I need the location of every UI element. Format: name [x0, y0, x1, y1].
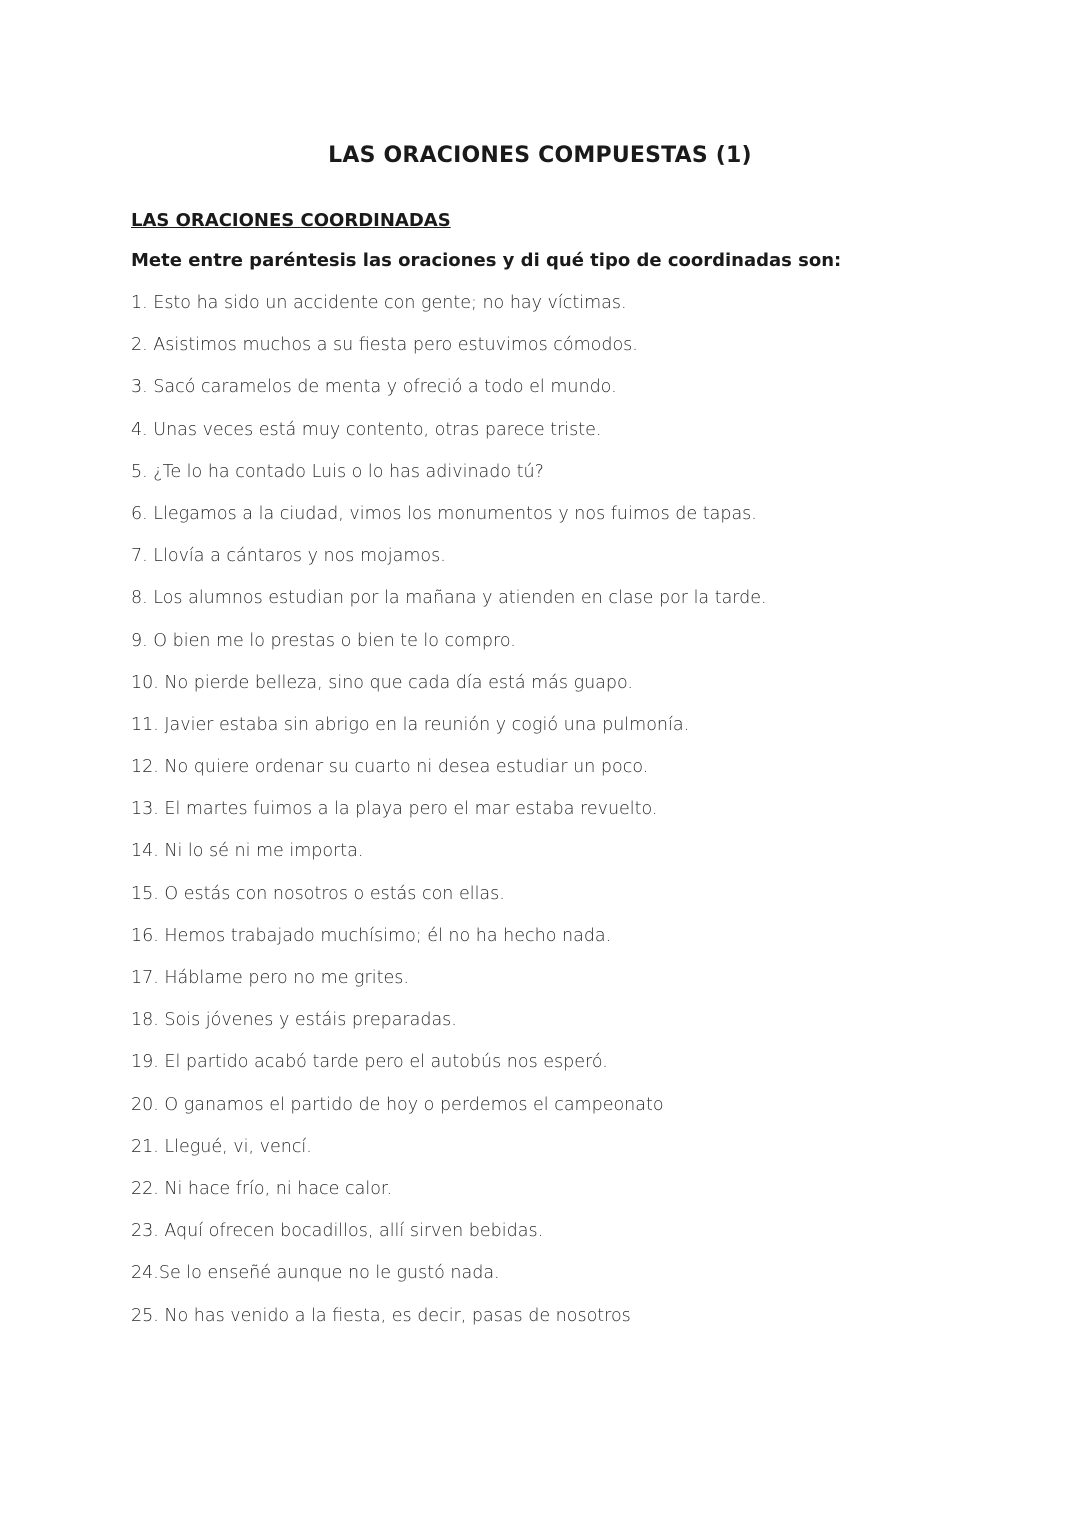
list-item: 14. Ni lo sé ni me importa.: [131, 841, 364, 862]
list-item: 6. Llegamos a la ciudad, vimos los monumentos y nos fuimos de tapas.: [131, 503, 757, 524]
list-item: 11. Javier estaba sin abrigo en la reunión y cogió una pulmonía.: [131, 714, 690, 735]
list-item: 21. Llegué, vi, vencí.: [131, 1136, 312, 1157]
list-item: 12. No quiere ordenar su cuarto ni desea estudiar un poco.: [131, 757, 649, 778]
list-item: 23. Aquí ofrecen bocadillos, allí sirven bebidas.: [131, 1221, 544, 1242]
exercise-instruction: Mete entre paréntesis las oraciones y di qué tipo de coordinadas son:: [131, 250, 842, 271]
list-item: 3. Sacó caramelos de menta y ofreció a todo el mundo.: [131, 377, 617, 398]
list-item: 22. Ni hace frío, ni hace calor.: [131, 1178, 393, 1199]
list-item: 13. El martes fuimos a la playa pero el mar estaba revuelto.: [131, 799, 658, 820]
list-item: 5. ¿Te lo ha contado Luis o lo has adivinado tú?: [131, 461, 544, 482]
list-item: 19. El partido acabó tarde pero el autobús nos esperó.: [131, 1052, 608, 1073]
list-item: 20. O ganamos el partido de hoy o perdemos el campeonato: [131, 1094, 664, 1115]
list-item: 25. No has venido a la fiesta, es decir, pasas de nosotros: [131, 1305, 631, 1326]
exercise-list: [131, 290, 991, 1345]
list-item: 2. Asistimos muchos a su fiesta pero estuvimos cómodos.: [131, 335, 638, 356]
list-item: 10. No pierde belleza, sino que cada día está más guapo.: [131, 672, 633, 693]
page-title: LAS ORACIONES COMPUESTAS (1): [328, 143, 752, 168]
list-item: 8. Los alumnos estudian por la mañana y atienden en clase por la tarde.: [131, 588, 767, 609]
list-item: 4. Unas veces está muy contento, otras parece triste.: [131, 419, 602, 440]
list-item: 7. Llovía a cántaros y nos mojamos.: [131, 546, 446, 567]
list-item: 17. Háblame pero no me grites.: [131, 968, 409, 988]
list-item: 15. O estás con nosotros o estás con ellas.: [131, 883, 505, 904]
list-item: 1. Esto ha sido un accidente con gente; no hay víctimas.: [131, 293, 627, 313]
list-item: 16. Hemos trabajado muchísimo; él no ha hecho nada.: [131, 925, 612, 946]
list-item: 24.Se lo enseñé aunque no le gustó nada.: [131, 1263, 500, 1284]
section-heading: LAS ORACIONES COORDINADAS: [131, 210, 451, 231]
list-item: 9. O bien me lo prestas o bien te lo compro.: [131, 630, 516, 651]
list-item: 18. Sois jóvenes y estáis preparadas.: [131, 1010, 457, 1031]
